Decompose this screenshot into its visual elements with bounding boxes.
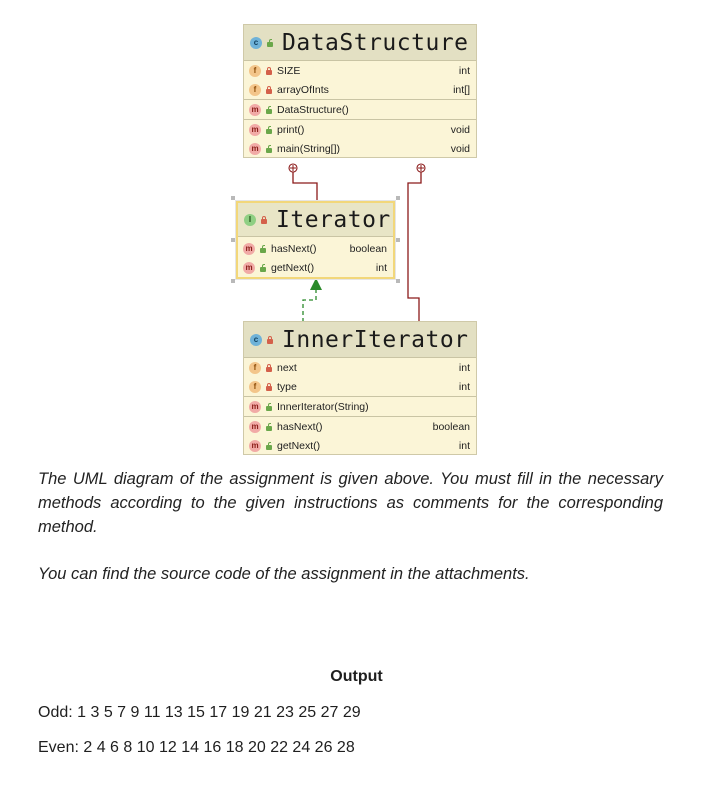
fields-section [244, 61, 476, 100]
method-row [244, 436, 476, 455]
field-row [244, 80, 476, 99]
method-name: hasNext() [271, 242, 317, 255]
method-name: main(String[]) [277, 142, 341, 155]
output-odd-line: Odd: 1 3 5 7 9 11 13 15 17 19 21 23 25 27 29 [38, 704, 361, 721]
abstract-method-icon: m [243, 262, 255, 274]
field-icon: f [249, 381, 261, 393]
method-icon: m [249, 104, 261, 116]
field-icon: f [249, 84, 261, 96]
public-icon [259, 264, 267, 272]
class-datastructure-title: DataStructure [282, 29, 469, 56]
private-icon [265, 67, 273, 75]
interface-iterator-header [238, 203, 393, 237]
output-title: Output [330, 668, 383, 685]
abstract-method-icon: m [243, 243, 255, 255]
public-icon [265, 126, 273, 134]
interface-iterator-title: Iterator [276, 206, 391, 233]
nested-circle-plus-inner [417, 164, 425, 172]
nested-connector-inner-iterator [408, 165, 421, 322]
method-icon: m [249, 124, 261, 136]
nested-circle-plus-iterator [289, 164, 297, 172]
method-row [244, 417, 476, 436]
realization-connector [303, 290, 316, 322]
method-icon: m [249, 440, 261, 452]
private-icon [265, 383, 273, 391]
class-datastructure[interactable] [243, 24, 477, 158]
field-type: int [458, 380, 470, 393]
field-row [244, 358, 476, 377]
method-row [238, 258, 393, 277]
field-row [244, 377, 476, 396]
field-name: type [277, 380, 297, 393]
constructor-name: DataStructure() [277, 103, 349, 116]
field-type: int [458, 361, 470, 374]
public-icon [259, 245, 267, 253]
realization-arrowhead [310, 278, 322, 290]
output-even-line: Even: 2 4 6 8 10 12 14 16 18 20 22 24 26 28 [38, 739, 355, 756]
methods-section [244, 120, 476, 158]
private-icon [265, 86, 273, 94]
constructor-row [244, 100, 476, 119]
private-icon [265, 364, 273, 372]
public-icon [265, 442, 273, 450]
method-row [244, 139, 476, 158]
field-type: int [458, 64, 470, 77]
class-datastructure-header [244, 25, 476, 61]
class-inneriterator-title: InnerIterator [282, 326, 469, 353]
public-icon [265, 145, 273, 153]
methods-section [244, 417, 476, 455]
class-icon: c [250, 334, 262, 346]
static-field-icon: f [249, 65, 261, 77]
method-row [244, 120, 476, 139]
field-type: int[] [453, 83, 470, 96]
method-row [238, 239, 393, 258]
method-type: void [450, 142, 470, 155]
private-icon [266, 336, 274, 344]
method-type: boolean [432, 420, 470, 433]
method-type: int [375, 261, 387, 274]
method-icon: m [249, 401, 261, 413]
constructor-name: InnerIterator(String) [277, 400, 369, 413]
method-type: void [450, 123, 470, 136]
class-inneriterator[interactable] [243, 321, 477, 455]
method-name: getNext() [277, 439, 321, 452]
public-icon [266, 39, 274, 47]
class-inneriterator-header [244, 322, 476, 358]
interface-icon: I [244, 214, 256, 226]
static-method-icon: m [249, 143, 261, 155]
attachments-paragraph: You can find the source code of the assignment in the attachments. [38, 565, 530, 583]
constructors-section [244, 100, 476, 120]
field-icon: f [249, 362, 261, 374]
field-name: next [277, 361, 297, 374]
method-type: boolean [349, 242, 387, 255]
field-name: arrayOfInts [277, 83, 329, 96]
instructions-paragraph: The UML diagram of the assignment is given above. You must fill in the necessary methods according to the given instructions as comments for the corresponding method. [38, 470, 663, 536]
methods-section [238, 237, 393, 277]
method-icon: m [249, 421, 261, 433]
field-row [244, 61, 476, 80]
public-icon [265, 106, 273, 114]
method-name: getNext() [271, 261, 315, 274]
field-name: SIZE [277, 64, 301, 77]
method-name: hasNext() [277, 420, 323, 433]
class-icon: c [250, 37, 262, 49]
interface-iterator[interactable] [236, 201, 395, 279]
method-name: print() [277, 123, 305, 136]
public-icon [265, 423, 273, 431]
method-type: int [458, 439, 470, 452]
constructor-row [244, 397, 476, 416]
constructors-section [244, 397, 476, 417]
private-icon [260, 216, 268, 224]
public-icon [265, 403, 273, 411]
fields-section [244, 358, 476, 397]
